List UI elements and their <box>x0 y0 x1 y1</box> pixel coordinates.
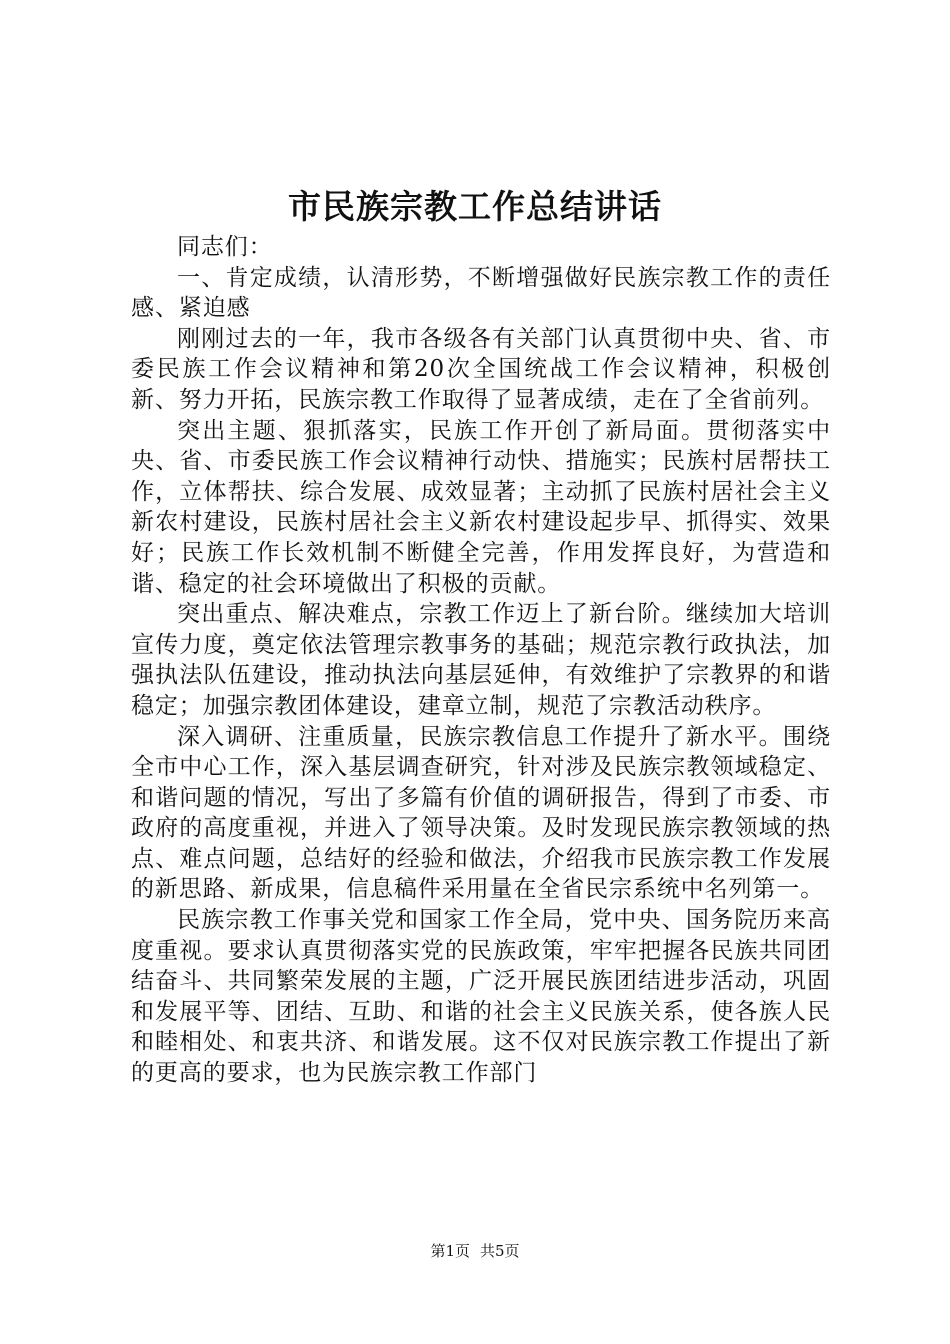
paragraph: 突出重点、解决难点，宗教工作迈上了新台阶。继续加大培训宣传力度，奠定依法管理宗教事务的基础；规范宗教行政执法，加强执法队伍建设，推动执法向基层延伸，有效维护了宗教界的和谐稳定；加强宗教团体建设，建章立制，规范了宗教活动秩序。 <box>131 601 831 719</box>
document-body <box>131 232 831 1089</box>
paragraph: 深入调研、注重质量，民族宗教信息工作提升了新水平。围绕全市中心工作，深入基层调查研究，针对涉及民族宗教领域稳定、和谐问题的情况，写出了多篇有价值的调研报告，得到了市委、市政府的高度重视，并进入了领导决策。及时发现民族宗教领域的热点、难点问题，总结好的经验和做法，介绍我市民族宗教工作发展的新思路、新成果，信息稿件采用量在全省民宗系统中名列第一。 <box>131 723 831 903</box>
page-total: 共5页 <box>480 1242 520 1260</box>
document-title: 市民族宗教工作总结讲话 <box>288 187 662 226</box>
paragraph: 民族宗教工作事关党和国家工作全局，党中央、国务院历来高度重视。要求认真贯彻落实党的民族政策，牢牢把握各民族共同团结奋斗、共同繁荣发展的主题，广泛开展民族团结进步活动，巩固和发展平等、团结、互助、和谐的社会主义民族关系，使各族人民和睦相处、和衷共济、和谐发展。这不仅对民族宗教工作提出了新的更高的要求，也为民族宗教工作部门 <box>131 907 831 1087</box>
section-heading: 一、肯定成绩，认清形势，不断增强做好民族宗教工作的责任感、紧迫感 <box>131 264 831 322</box>
page-number: 第1页 <box>430 1242 470 1260</box>
page-footer <box>0 1241 950 1261</box>
paragraph: 刚刚过去的一年，我市各级各有关部门认真贯彻中央、省、市委民族工作会议精神和第20次全国统战工作会议精神，积极创新、努力开拓，民族宗教工作取得了显著成绩，走在了全省前列。 <box>131 325 831 413</box>
salutation: 同志们： <box>177 234 273 260</box>
paragraph: 突出主题、狠抓落实，民族工作开创了新局面。贯彻落实中央、省、市委民族工作会议精神行动快、措施实；民族村居帮扶工作，立体帮扶、综合发展、成效显著；主动抓了民族村居社会主义新农村建设，民族村居社会主义新农村建设起步早、抓得实、效果好；民族工作长效机制不断健全完善，作用发挥良好，为营造和谐、稳定的社会环境做出了积极的贡献。 <box>131 417 831 597</box>
